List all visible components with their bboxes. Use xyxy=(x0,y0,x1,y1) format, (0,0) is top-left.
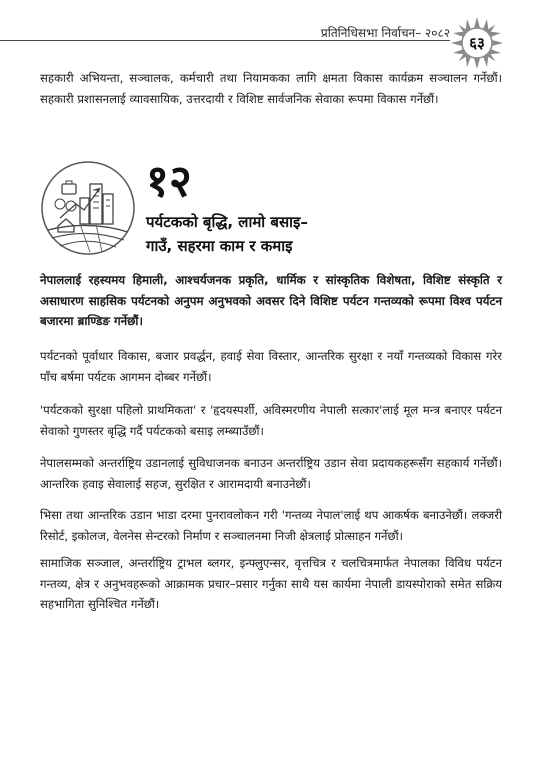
section-title xyxy=(146,210,476,258)
tourism-city-icon xyxy=(40,160,136,256)
body-paragraph: पर्यटनको पूर्वाधार विकास, बजार प्रवर्द्धन, हवाई सेवा विस्तार, आन्तरिक सुरक्षा र नयाँ गन्तव्यको विकास गरेर पाँच बर्षमा पर्यटक आगमन दोब्बर गर्नेछौं। xyxy=(40,349,502,384)
page-number-badge xyxy=(450,16,504,70)
page-number: ६३ xyxy=(469,34,485,52)
section-title-line-1: पर्यटकको बृद्धि, लामो बसाइ– xyxy=(146,213,308,231)
header-title: प्रतिनिधिसभा निर्वाचन– २०८२ xyxy=(320,26,450,40)
body-paragraph: भिसा तथा आन्तरिक उडान भाडा दरमा पुनरावलोकन गरी 'गन्तव्य नेपाल'लाई थप आकर्षक बनाउनेछौं। लक्जरी रिसोर्ट, इकोलज, वेलनेस सेन्टरको निर्माण र सञ्चालनमा निजी क्षेत्रलाई प्रोत्साहन गर्नेछौं। xyxy=(40,508,502,543)
body-paragraph: सामाजिक सञ्जाल, अन्तर्राष्ट्रिय ट्राभल ब्लगर, इन्फ्लुएन्सर, वृत्तचित्र र चलचित्रमार्फत नेपालका विविध पर्यटन गन्तव्य, क्षेत्र र अनुभवहरूको आक्रामक प्रचार–प्रसार गर्नुका साथै यस कार्यमा नेपाली डायस्पोराको समेत सक्रिय सहभागिता सुनिश्चित गर्नेछौं। xyxy=(40,556,502,611)
body-paragraph: 'पर्यटकको सुरक्षा पहिलो प्राथमिकता' र 'हृदयस्पर्शी, अविस्मरणीय नेपाली सत्कार'लाई मूल मन्त्र बनाएर पर्यटन सेवाको गुणस्तर बृद्धि गर्दै पर्यटकको बसाइ लम्ब्याउँछौं। xyxy=(40,403,502,438)
intro-paragraph: सहकारी अभियन्ता, सञ्चालक, कर्मचारी तथा नियामकका लागि क्षमता विकास कार्यक्रम सञ्चालन गर्नेछौं। सहकारी प्रशासनलाई व्यावसायिक, उत्तरदायी र विशिष्ट सार्वजनिक सेवाका रूपमा विकास गर्नेछौं। xyxy=(40,71,502,106)
section-title-line-2: गाउँ, सहरमा काम र कमाइ xyxy=(146,237,293,255)
section-number: १२ xyxy=(146,156,192,207)
lead-paragraph: नेपाललाई रहस्यमय हिमाली, आश्चर्यजनक प्रकृति, धार्मिक र सांस्कृतिक विशेषता, विशिष्ट संस्कृति र असाधारण साहसिक पर्यटनको अनुपम अनुभवको अवसर दिने विशिष्ट पर्यटन गन्तव्यको रूपमा विश्व पर्यटन बजारमा ब्राण्डिङ गर्नेछौं। xyxy=(40,273,502,328)
body-paragraph: नेपालसम्मको अन्तर्राष्ट्रिय उडानलाई सुविधाजनक बनाउन अन्तर्राष्ट्रिय उडान सेवा प्रदायकहरूसँग सहकार्य गर्नेछौं। आन्तरिक हवाइ सेवालाई सहज, सुरक्षित र आरामदायी बनाउनेछौं। xyxy=(40,456,502,491)
